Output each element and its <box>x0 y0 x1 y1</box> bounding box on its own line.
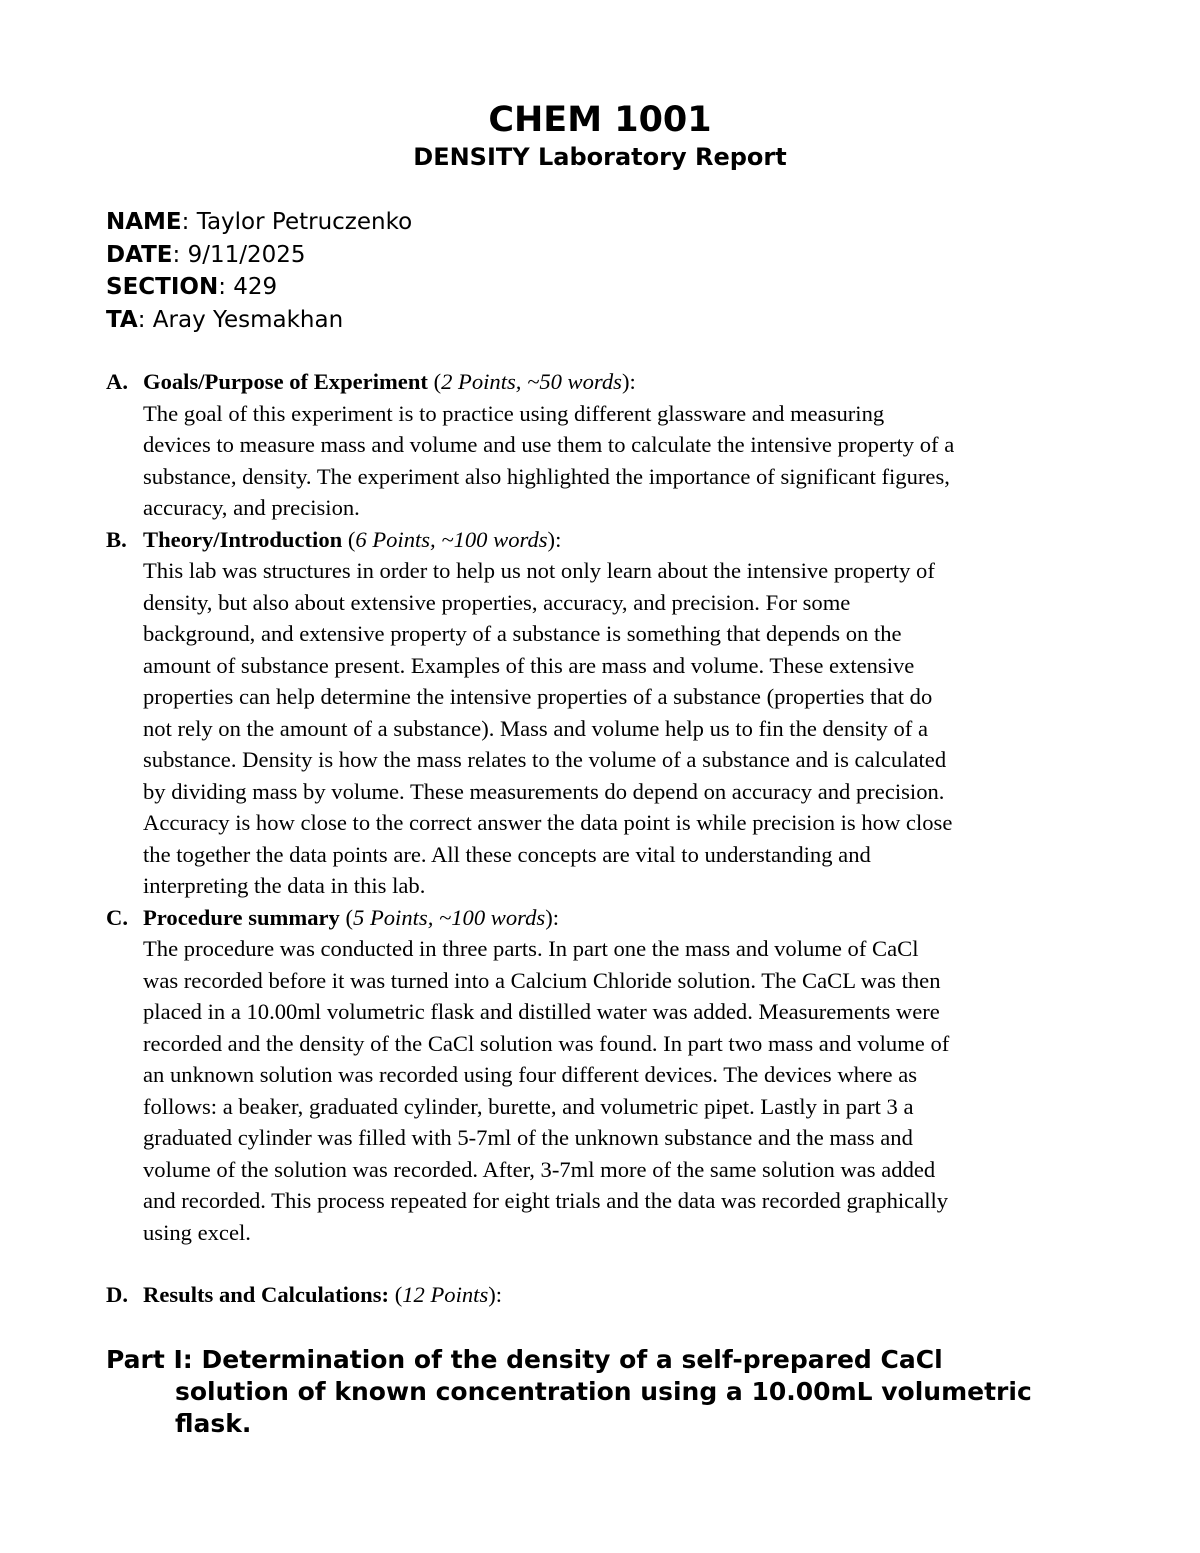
paragraph-line: density, but also about extensive properties, accuracy, and precision. For some <box>143 589 851 615</box>
section-body <box>106 555 1136 902</box>
section-a-goals <box>106 366 1136 524</box>
date-label: DATE <box>106 241 173 268</box>
section-title: Goals/Purpose of Experiment <box>143 369 428 394</box>
section-label: SECTION <box>106 274 219 300</box>
section-heading: A. Goals/Purpose of Experiment (2 Points, ~50 words): <box>106 366 1136 398</box>
name-label: NAME <box>106 209 182 235</box>
paragraph-line: the together the data points are. All these concepts are vital to understanding and <box>143 841 871 867</box>
section-body <box>106 398 1136 524</box>
paragraph-line: substance, density. The experiment also highlighted the importance of significant figures, <box>143 463 950 489</box>
section-letter: A. <box>106 369 128 394</box>
paragraph-line: properties can help determine the intensive properties of a substance (properties that do <box>143 684 933 709</box>
section-title: Procedure summary <box>143 904 340 930</box>
date-row <box>106 239 1106 272</box>
section-letter: C. <box>106 904 128 930</box>
section-title: Theory/Introduction <box>143 526 343 552</box>
section-b-theory <box>106 524 1136 902</box>
course-title: CHEM 1001 <box>488 100 712 140</box>
paragraph-line: not rely on the amount of a substance). Mass and volume help us to fin the density of a <box>143 715 928 741</box>
part-heading-line: Part I: Determination of the density of a self-prepared CaCl <box>106 1345 943 1374</box>
paragraph-line: background, and extensive property of a substance is something that depends on the <box>143 621 902 646</box>
section-body <box>106 933 1136 1248</box>
date-value: : 9/11/2025 <box>172 241 306 268</box>
ta-value: : Aray Yesmakhan <box>137 306 344 333</box>
paragraph-line: Accuracy is how close to the correct answer the data point is while precision is how close <box>143 810 953 835</box>
paragraph-line: devices to measure mass and volume and use them to calculate the intensive property of a <box>143 432 955 457</box>
paragraph-line: volume of the solution was recorded. After, 3-7ml more of the same solution was added <box>143 1156 936 1182</box>
paragraph-line: The procedure was conducted in three parts. In part one the mass and volume of CaCl <box>143 936 919 961</box>
section-row <box>106 271 1106 304</box>
paragraph-line: This lab was structures in order to help us not only learn about the intensive property of <box>143 558 935 583</box>
part-heading-line: solution of known concentration using a 10.00mL volumetric <box>175 1377 1032 1406</box>
section-letter: B. <box>106 526 127 552</box>
ta-label: TA <box>106 306 138 333</box>
paragraph-line: follows: a beaker, graduated cylinder, burette, and volumetric pipet. Lastly in part 3 a <box>143 1093 914 1119</box>
part-one-heading <box>106 1344 1166 1440</box>
section-points: 12 Points <box>402 1282 489 1307</box>
report-title: DENSITY Laboratory Report <box>413 143 787 171</box>
section-heading: B. Theory/Introduction (6 Points, ~100 words): <box>106 524 1136 556</box>
paragraph-line: by dividing mass by volume. These measurements do depend on accuracy and precision. <box>143 778 945 804</box>
section-d-results <box>106 1279 1136 1311</box>
paragraph-line: an unknown solution was recorded using four different devices. The devices where as <box>143 1062 918 1087</box>
section-letter: D. <box>106 1282 128 1307</box>
paragraph-line: graduated cylinder was filled with 5-7ml of the unknown substance and the mass and <box>143 1125 913 1150</box>
section-points: 6 Points, ~100 words <box>355 526 548 552</box>
blank-line <box>106 1248 1136 1279</box>
part-heading-line: flask. <box>175 1409 252 1438</box>
student-info-block <box>106 206 1106 336</box>
section-points: 5 Points, ~100 words <box>353 904 546 930</box>
paragraph-line: using excel. <box>143 1219 251 1245</box>
paragraph-line: amount of substance present. Examples of this are mass and volume. These extensive <box>143 652 915 678</box>
paragraph-line: and recorded. This process repeated for eight trials and the data was recorded graphically <box>143 1188 949 1213</box>
paragraph-line: accuracy, and precision. <box>143 495 360 520</box>
section-heading: D. Results and Calculations: (12 Points): <box>106 1279 1136 1311</box>
paragraph-line: was recorded before it was turned into a Calcium Chloride solution. The CaCL was then <box>143 967 941 993</box>
paragraph-line: interpreting the data in this lab. <box>143 873 426 898</box>
paragraph-line: placed in a 10.00ml volumetric flask and distilled water was added. Measurements were <box>143 999 940 1024</box>
paragraph-line: The goal of this experiment is to practice using different glassware and measuring <box>143 400 885 426</box>
section-title: Results and Calculations: <box>143 1282 390 1307</box>
section-points: 2 Points, ~50 words <box>441 369 622 394</box>
report-sections <box>106 366 1136 1311</box>
name-row <box>106 206 1106 239</box>
section-value: : 429 <box>218 274 278 300</box>
paragraph-line: substance. Density is how the mass relates to the volume of a substance and is calculated <box>143 747 947 772</box>
section-c-procedure <box>106 902 1136 1249</box>
name-value: : Taylor Petruczenko <box>181 209 413 235</box>
ta-row <box>106 304 1106 337</box>
section-heading: C. Procedure summary (5 Points, ~100 words): <box>106 902 1136 934</box>
paragraph-line: recorded and the density of the CaCl solution was found. In part two mass and volume of <box>143 1030 950 1056</box>
